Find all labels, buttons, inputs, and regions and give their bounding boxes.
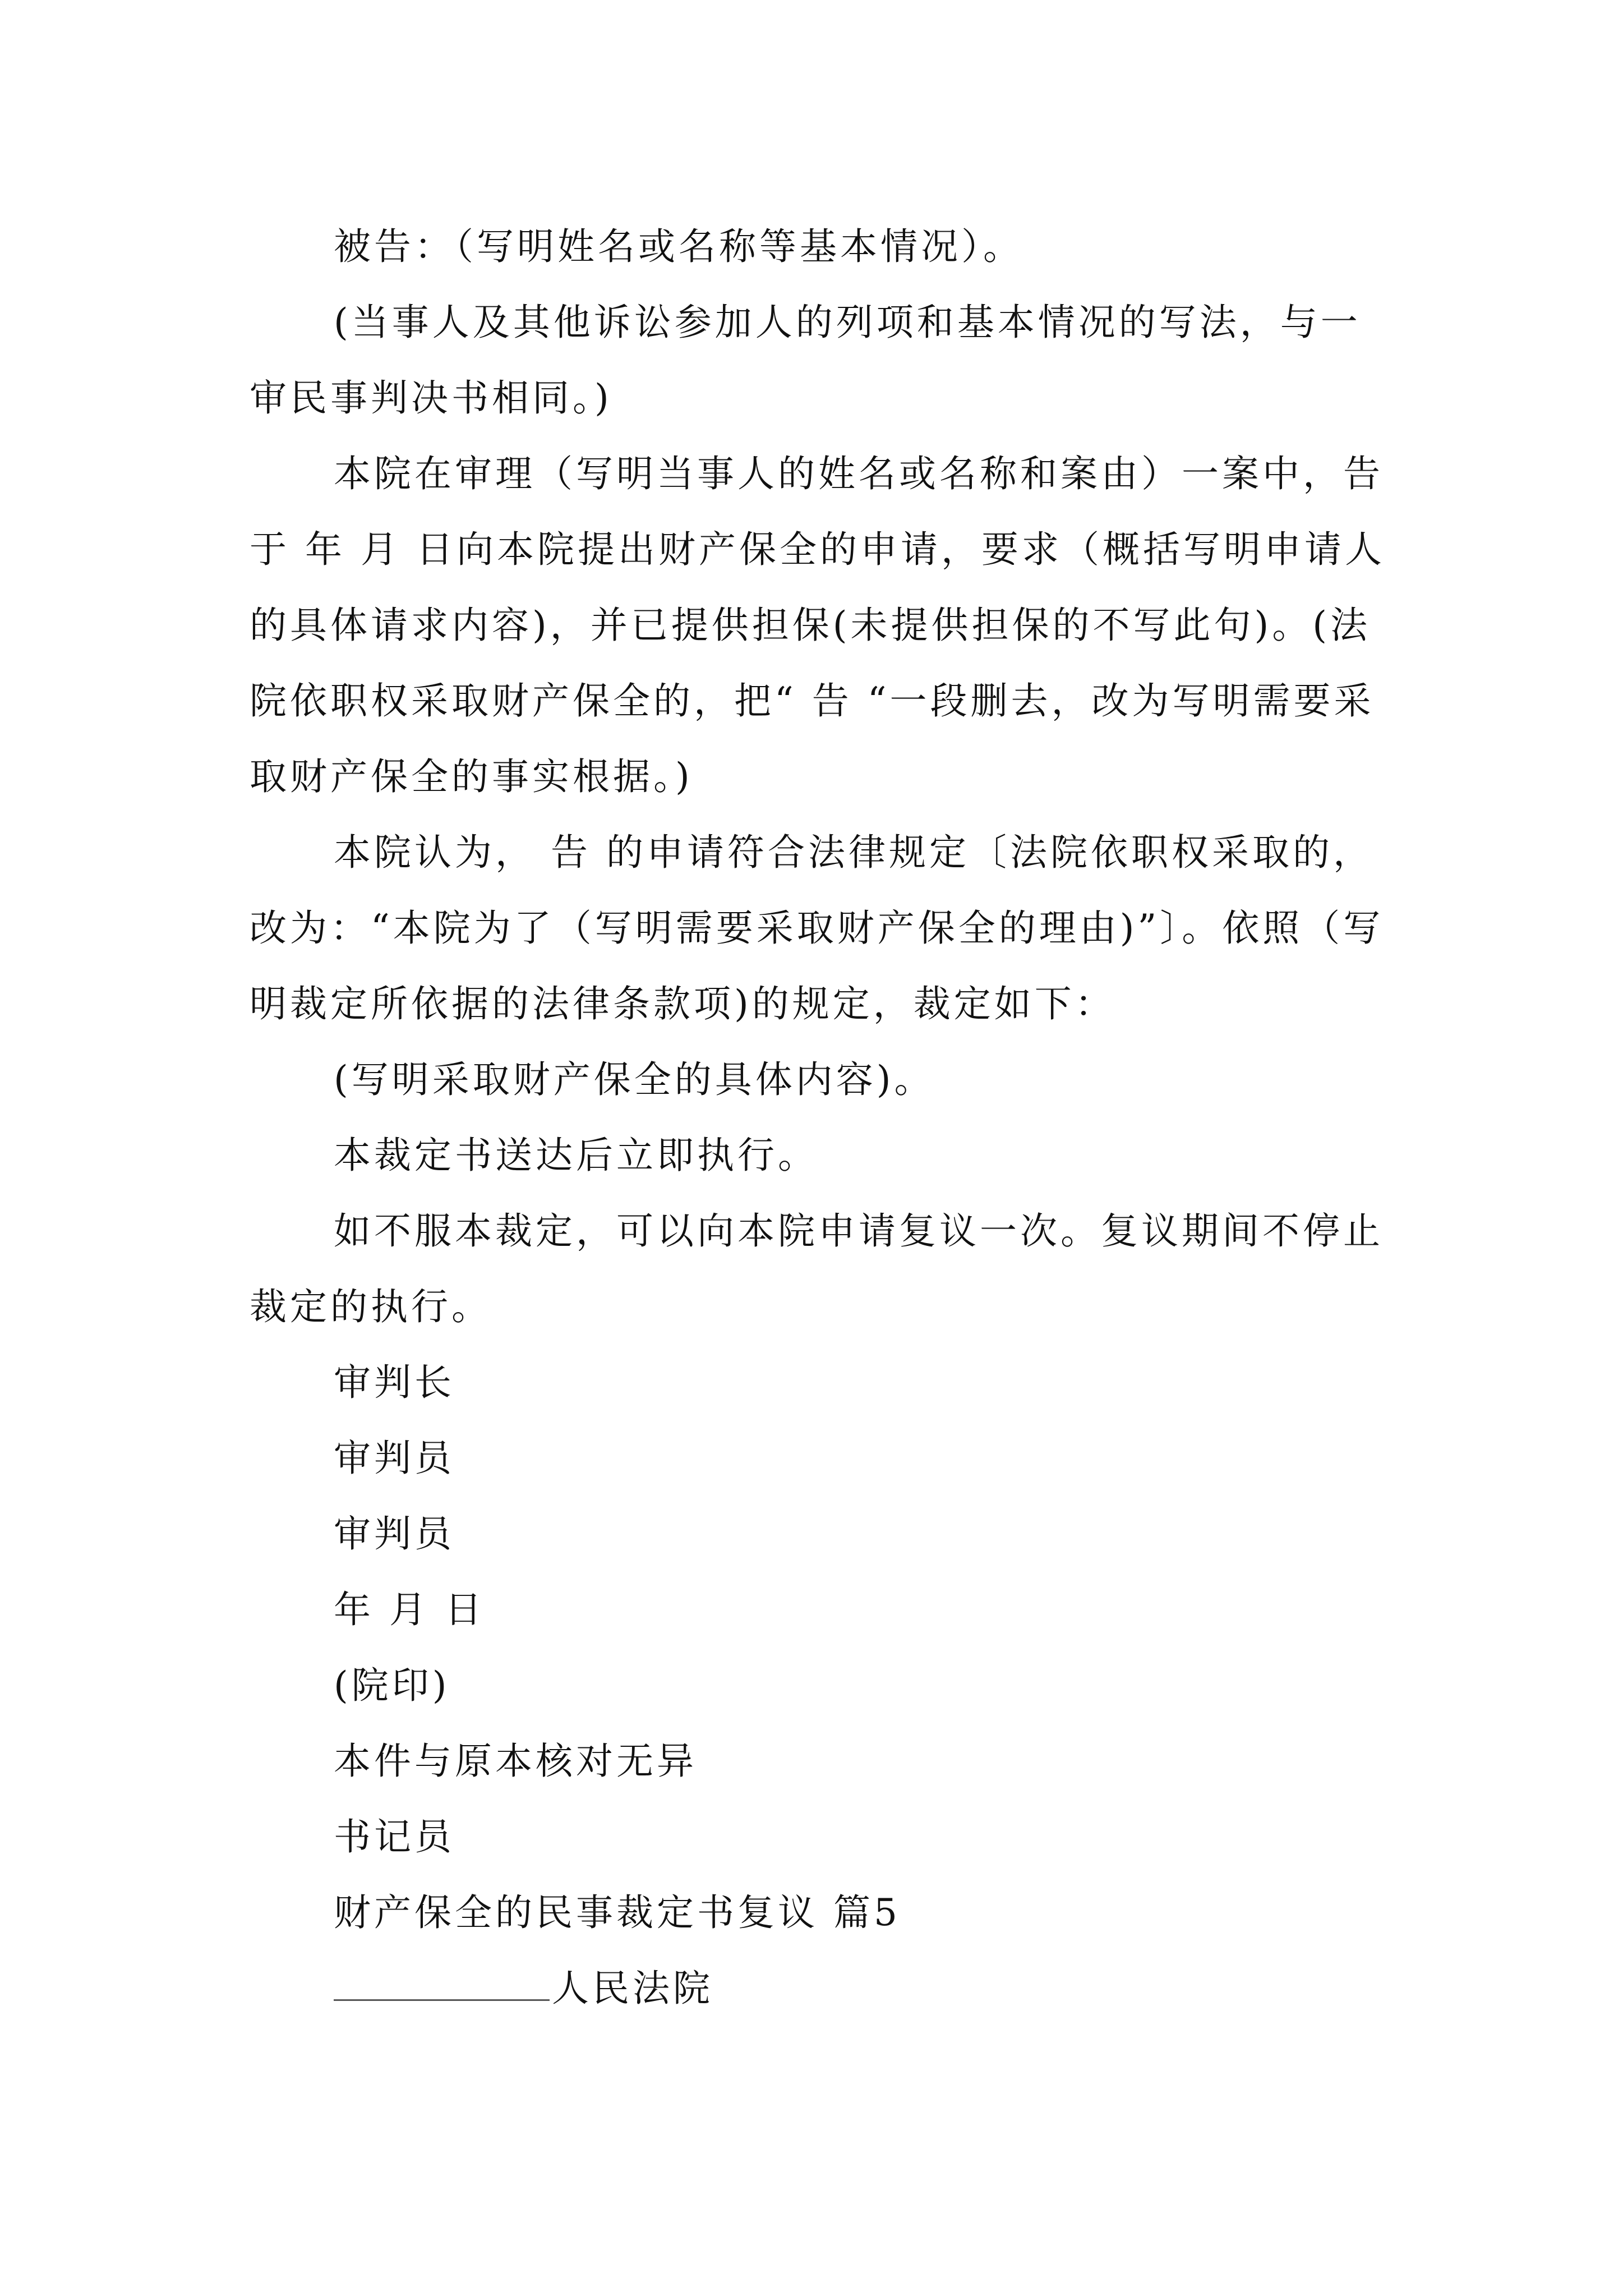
case-body-paragraph: 本院在审理（写明当事人的姓名或名称和案由）一案中，告 于 年 月 日向本院提出财产保全的申请，要求（概括写明申请人的具体请求内容)，并已提供担保(未提供担保的不写此句)。(法院依职权采取财产保全的，把“ 告 “一段删去，改为写明需要采取财产保全的事实根据。) <box>250 452 1385 798</box>
execution-note: 本裁定书送达后立即执行。 <box>334 1134 818 1177</box>
next-section-title: 财产保全的民事裁定书复议 篇5 <box>334 1891 901 1934</box>
court-opinion-paragraph: 本院认为， 告 的申请符合法律规定〔法院依职权采取的，改为：“本院为了（写明需要采取财产保全的理由)”〕。依照（写明裁定所依据的法律条款项)的规定，裁定如下： <box>250 831 1384 1025</box>
clerk-line: 书记员 <box>334 1815 455 1858</box>
court-name-suffix: 人民法院 <box>552 1967 713 2010</box>
judge-line-2: 审判员 <box>334 1512 455 1556</box>
parties-note: (当事人及其他诉讼参加人的列项和基本情况的写法，与一审民事判决书相同。) <box>250 301 1361 420</box>
date-line: 年 月 日 <box>334 1588 485 1631</box>
court-seal-line: (院印) <box>334 1664 450 1707</box>
defendant-line: 被告：（写明姓名或名称等基本情况）。 <box>334 225 1023 268</box>
judge-line-1: 审判员 <box>334 1437 455 1480</box>
court-name-line <box>250 1950 1388 2026</box>
review-note: 如不服本裁定，可以向本院申请复议一次。复议期间不停止裁定的执行。 <box>250 1209 1384 1328</box>
court-name-blank <box>334 1964 550 2001</box>
presiding-judge-line: 审判长 <box>334 1361 455 1404</box>
verification-line: 本件与原本核对无异 <box>334 1740 697 1783</box>
ruling-content: (写明采取财产保全的具体内容)。 <box>334 1058 935 1101</box>
document-body <box>250 209 1388 2026</box>
